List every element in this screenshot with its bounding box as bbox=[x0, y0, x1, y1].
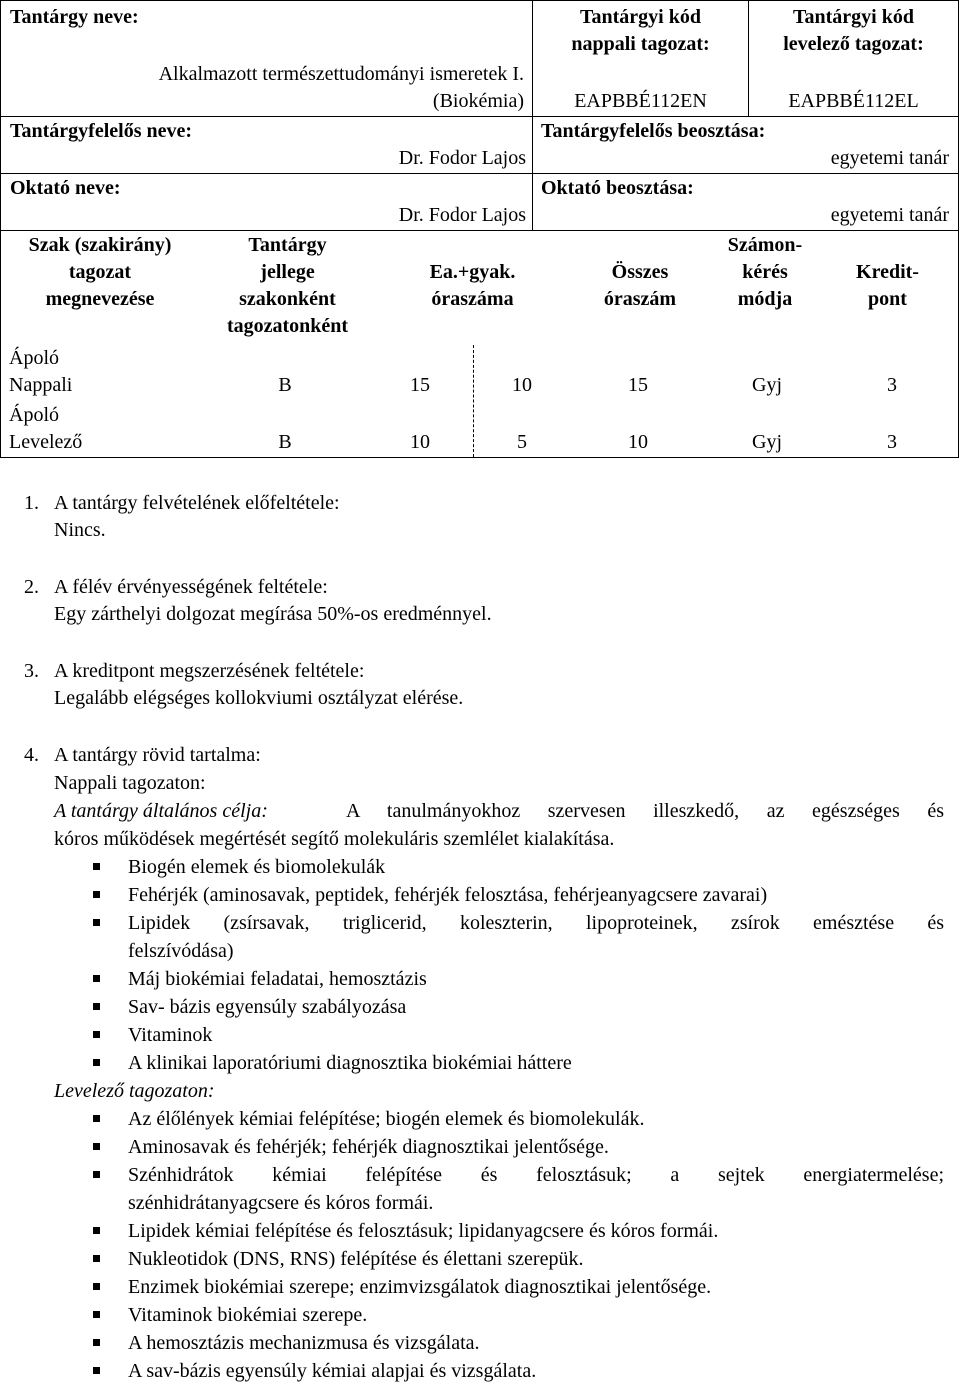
bullet-icon bbox=[93, 1059, 100, 1066]
day-item-1: Biogén elemek és biomolekulák bbox=[128, 856, 386, 878]
section-1-text: Nincs. bbox=[54, 519, 106, 541]
row1-gy: 10 bbox=[512, 374, 532, 396]
row2-ea: 10 bbox=[410, 431, 430, 453]
corr-item-8: A hemosztázis mechanizmusa és vizsgálata. bbox=[128, 1332, 480, 1354]
col-exam-1: Számon- bbox=[727, 234, 803, 256]
responsible-pos-label: Tantárgyfelelős beosztása: bbox=[541, 120, 766, 142]
col-major-2: tagozat bbox=[68, 261, 132, 283]
code-corr-label-2: levelező tagozat: bbox=[783, 33, 924, 55]
goal-label: A tantárgy általános célja: bbox=[54, 800, 268, 822]
bullet-icon bbox=[93, 1003, 100, 1010]
day-heading: Nappali tagozaton: bbox=[54, 772, 206, 794]
col-major-1: Szak (szakirány) bbox=[28, 234, 172, 256]
subject-label: Tantárgy neve: bbox=[10, 6, 139, 28]
section-1-number: 1. bbox=[24, 492, 39, 514]
row2-credit: 3 bbox=[887, 431, 897, 453]
corr-heading: Levelező tagozaton: bbox=[54, 1080, 215, 1102]
row2-total: 10 bbox=[628, 431, 648, 453]
day-item-6: Vitaminok bbox=[128, 1024, 213, 1046]
col-exam-3: módja bbox=[737, 288, 793, 310]
row2-gy: 5 bbox=[517, 431, 527, 453]
col-major-3: megnevezése bbox=[45, 288, 155, 310]
bullet-icon bbox=[93, 1283, 100, 1290]
section-1-title: A tantárgy felvételének előfeltétele: bbox=[54, 492, 340, 514]
row1-ea: 15 bbox=[410, 374, 430, 396]
col-type-4: tagozatonként bbox=[226, 315, 349, 337]
corr-item-3: Szénhidrátok kémiai felépítése és felosztásuk; a sejtek energiatermelése; bbox=[128, 1164, 944, 1186]
day-item-3: Lipidek (zsírsavak, triglicerid, koleszterin, lipoproteinek, zsírok emésztése és bbox=[128, 912, 944, 934]
corr-item-7: Vitaminok biokémiai szerepe. bbox=[128, 1304, 368, 1326]
row1-exam: Gyj bbox=[752, 374, 782, 396]
bullet-icon bbox=[93, 975, 100, 982]
col-type-3: szakonként bbox=[239, 288, 336, 310]
code-day-label-2: nappali tagozat: bbox=[571, 33, 710, 55]
row2-mode: Levelező bbox=[9, 431, 83, 453]
code-corr-label-1: Tantárgyi kód bbox=[793, 6, 914, 28]
col-type-2: jellege bbox=[260, 261, 315, 283]
col-credit-1: Kredit- bbox=[856, 261, 919, 283]
row1-credit: 3 bbox=[887, 374, 897, 396]
bullet-icon bbox=[93, 863, 100, 870]
code-day-value: EAPBBÉ112EN bbox=[574, 90, 707, 112]
day-item-7: A klinikai laporatóriumi diagnosztika biokémiai háttere bbox=[128, 1052, 572, 1074]
row2-exam: Gyj bbox=[752, 431, 782, 453]
teacher-name: Dr. Fodor Lajos bbox=[398, 204, 526, 226]
col-type-1: Tantárgy bbox=[248, 234, 327, 256]
teacher-pos-label: Oktató beosztása: bbox=[541, 177, 694, 199]
table-row-line-2 bbox=[0, 173, 959, 174]
section-4-title: A tantárgy rövid tartalma: bbox=[54, 744, 261, 766]
bullet-icon bbox=[93, 1339, 100, 1346]
col-hours-1: Ea.+gyak. bbox=[429, 261, 516, 283]
row1-major: Ápoló bbox=[9, 347, 59, 369]
table-row-line-4 bbox=[0, 457, 959, 458]
row2-type: B bbox=[278, 431, 292, 453]
col-hours-2: óraszáma bbox=[431, 288, 514, 310]
section-2-title: A félév érvényességének feltétele: bbox=[54, 576, 328, 598]
bullet-icon bbox=[93, 891, 100, 898]
table-row-line-1 bbox=[0, 116, 959, 117]
day-item-2: Fehérjék (aminosavak, peptidek, fehérjék felosztása, fehérjeanyagcsere zavarai) bbox=[128, 884, 768, 906]
bullet-icon bbox=[93, 1255, 100, 1262]
section-3-title: A kreditpont megszerzésének feltétele: bbox=[54, 660, 365, 682]
row1-mode: Nappali bbox=[9, 374, 73, 396]
code-day-label-1: Tantárgyi kód bbox=[580, 6, 701, 28]
day-item-4: Máj biokémiai feladatai, hemosztázis bbox=[128, 968, 427, 990]
responsible-label: Tantárgyfelelős neve: bbox=[10, 120, 193, 142]
bullet-icon bbox=[93, 919, 100, 926]
goal-text-line-1: A tanulmányokhoz szervesen illeszkedő, az egészséges és bbox=[346, 800, 944, 822]
col-total-2: óraszám bbox=[603, 288, 677, 310]
table-row-line-3 bbox=[0, 230, 959, 231]
section-3-text: Legalább elégséges kollokviumi osztályzat elérése. bbox=[54, 687, 464, 709]
subject-sub: (Biokémia) bbox=[432, 90, 524, 112]
bullet-icon bbox=[93, 1367, 100, 1374]
table-dashed-divider bbox=[473, 345, 474, 457]
bullet-icon bbox=[93, 1115, 100, 1122]
responsible-name: Dr. Fodor Lajos bbox=[398, 147, 526, 169]
table-border-right bbox=[958, 0, 959, 458]
corr-item-5: Nukleotidok (DNS, RNS) felépítése és élettani szerepük. bbox=[128, 1248, 584, 1270]
teacher-pos-value: egyetemi tanár bbox=[830, 204, 949, 226]
bullet-icon bbox=[93, 1227, 100, 1234]
corr-item-4: Lipidek kémiai felépítése és felosztásuk; lipidanyagcsere és kóros formái. bbox=[128, 1220, 719, 1242]
bullet-icon bbox=[93, 1171, 100, 1178]
row1-type: B bbox=[278, 374, 292, 396]
table-border-top bbox=[0, 0, 959, 1]
subject-name: Alkalmazott természettudományi ismeretek I. bbox=[158, 63, 524, 85]
section-2-number: 2. bbox=[24, 576, 39, 598]
corr-item-9: A sav-bázis egyensúly kémiai alapjai és vizsgálata. bbox=[128, 1360, 537, 1382]
day-item-3-cont: felszívódása) bbox=[128, 940, 234, 962]
bullet-icon bbox=[93, 1031, 100, 1038]
day-item-5: Sav- bázis egyensúly szabályozása bbox=[128, 996, 407, 1018]
row2-major: Ápoló bbox=[9, 404, 59, 426]
corr-item-2: Aminosavak és fehérjék; fehérjék diagnosztikai jelentősége. bbox=[128, 1136, 609, 1158]
row1-total: 15 bbox=[628, 374, 648, 396]
teacher-label: Oktató neve: bbox=[10, 177, 121, 199]
corr-item-1: Az élőlények kémiai felépítése; biogén elemek és biomolekulák. bbox=[128, 1108, 645, 1130]
section-3-number: 3. bbox=[24, 660, 39, 682]
code-corr-value: EAPBBÉ112EL bbox=[788, 90, 919, 112]
corr-item-3-cont: szénhidrátanyagcsere és kóros formái. bbox=[128, 1192, 434, 1214]
col-exam-2: kérés bbox=[742, 261, 788, 283]
corr-item-6: Enzimek biokémiai szerepe; enzimvizsgálatok diagnosztikai jelentősége. bbox=[128, 1276, 712, 1298]
col-total-1: Összes bbox=[611, 261, 669, 283]
table-border-left bbox=[0, 0, 1, 458]
col-credit-2: pont bbox=[868, 288, 907, 310]
bullet-icon bbox=[93, 1311, 100, 1318]
section-4-number: 4. bbox=[24, 744, 39, 766]
goal-text-line-2: kóros működések megértését segítő molekuláris szemlélet kialakítása. bbox=[54, 828, 615, 850]
responsible-pos-value: egyetemi tanár bbox=[830, 147, 949, 169]
bullet-icon bbox=[93, 1143, 100, 1150]
section-2-text: Egy zárthelyi dolgozat megírása 50%-os eredménnyel. bbox=[54, 603, 492, 625]
